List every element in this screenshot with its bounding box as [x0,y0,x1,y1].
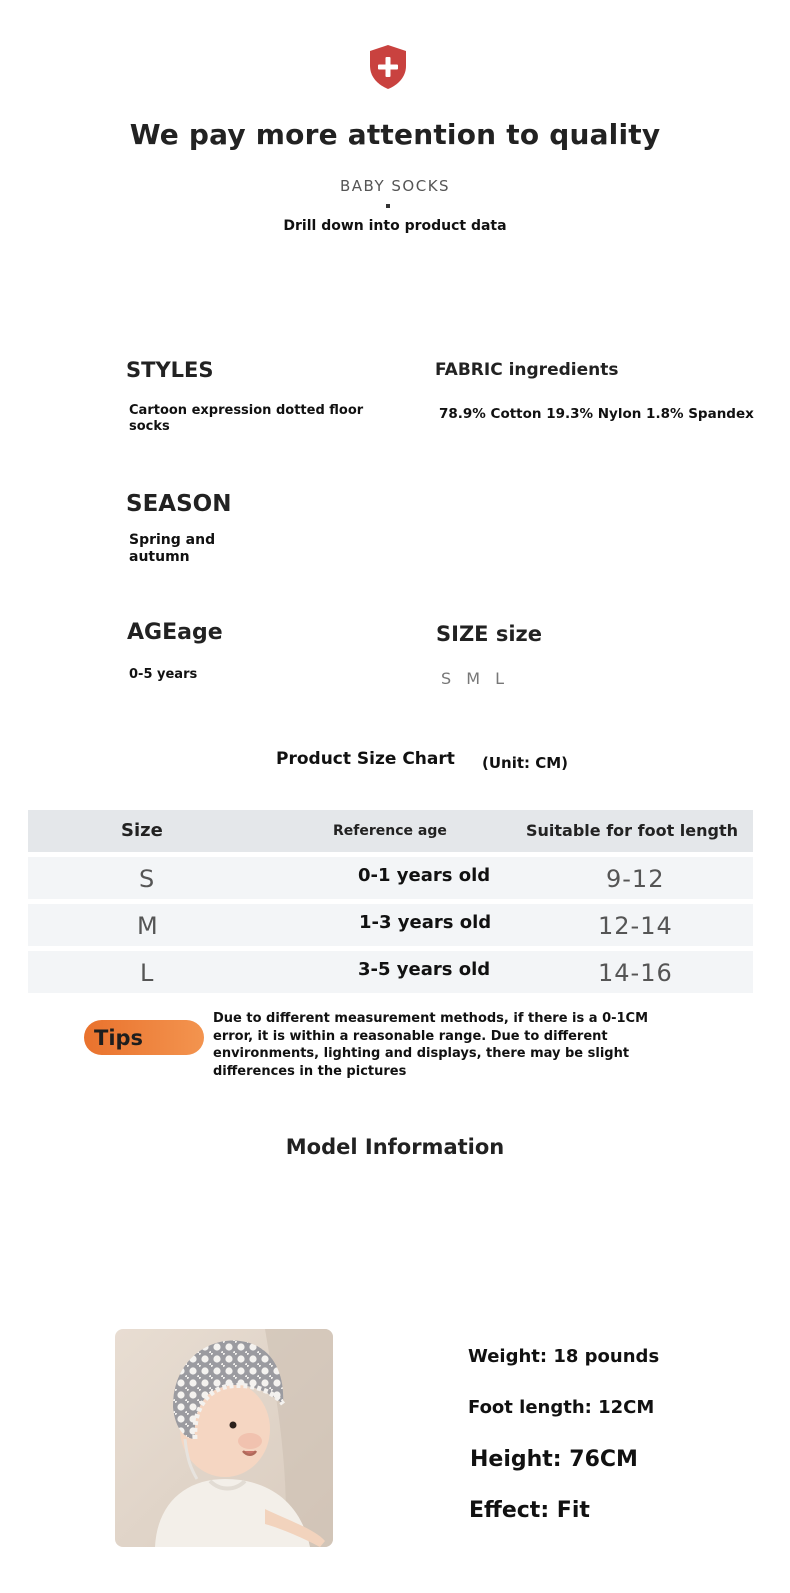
column-header-foot-length: Suitable for foot length [526,821,738,840]
season-value-line2: autumn [129,549,190,565]
table-row [28,857,753,899]
season-label: SEASON [126,491,232,517]
size-value: S M L [441,669,510,688]
size-chart-title: Product Size Chart [276,749,455,769]
size-table-header [28,810,753,852]
row-age: 3-5 years old [358,959,491,980]
row-foot-length: 9-12 [606,865,665,893]
page-title: We pay more attention to quality [129,118,661,151]
table-row [28,951,753,993]
row-age: 1-3 years old [359,912,492,933]
model-effect: Effect: Fit [469,1498,590,1523]
shield-plus-icon [368,44,408,90]
size-chart-unit: (Unit: CM) [482,754,569,772]
season-value-line1: Spring and [129,532,216,548]
table-row [28,904,753,946]
fabric-label: FABRIC ingredients [435,360,619,380]
age-label: AGEage [127,620,223,645]
column-header-size: Size [121,820,163,841]
age-value: 0-5 years [129,667,198,682]
model-foot-length: Foot length: 12CM [468,1397,655,1418]
model-photo [115,1329,333,1547]
model-info-title: Model Information [285,1135,505,1159]
tagline: Drill down into product data [283,218,507,234]
row-size: S [139,865,155,893]
styles-value: Cartoon expression dotted floor socks [129,403,364,434]
row-size: M [137,912,158,940]
model-weight: Weight: 18 pounds [468,1346,660,1367]
tips-text: Due to different measurement methods, if there is a 0-1CM error, it is within a reasonable range. Due to different environments, lighting and displays, there may be slight differences in the pictures [213,1011,649,1079]
fabric-value: 78.9% Cotton 19.3% Nylon 1.8% Spandex [439,406,754,422]
product-category: BABY SOCKS [339,177,451,195]
row-age: 0-1 years old [358,865,491,886]
row-size: L [140,959,154,987]
divider-dot [386,204,390,208]
row-foot-length: 12-14 [598,912,673,940]
tips-label: Tips [94,1026,144,1050]
styles-label: STYLES [126,358,214,382]
column-header-age: Reference age [333,823,447,839]
model-height: Height: 76CM [470,1447,638,1472]
row-foot-length: 14-16 [598,959,673,987]
size-label: SIZE size [436,622,542,646]
